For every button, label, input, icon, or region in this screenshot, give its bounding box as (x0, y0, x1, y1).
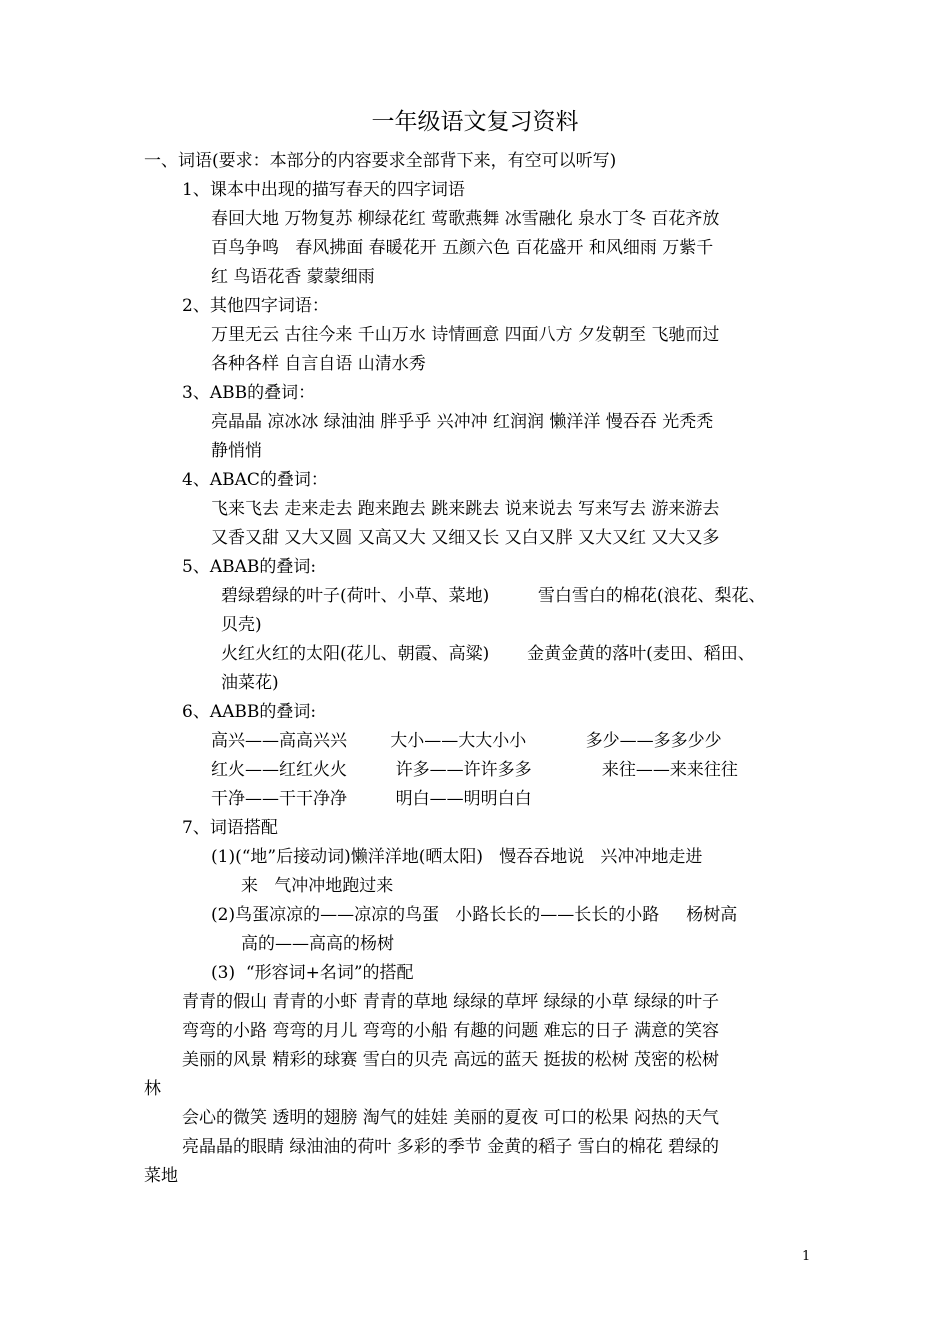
item-2-line: 万里无云 古往今来 千山万水 诗情画意 四面八方 夕发朝至 飞驰而过 (211, 325, 720, 345)
item-5-line: 碧绿碧绿的叶子(荷叶、小草、菜地) 雪白雪白的棉花(浪花、梨花、 (221, 586, 766, 606)
item-5-line: 油菜花) (221, 673, 279, 693)
collocation-line: 亮晶晶的眼睛 绿油油的荷叶 多彩的季节 金黄的稻子 雪白的棉花 碧绿的 (182, 1137, 720, 1157)
item-7-sub-1-line: (1)(“地”后接动词)懒洋洋地(晒太阳) 慢吞吞地说 兴冲冲地走进 (211, 847, 703, 867)
item-6-heading: 6、AABB的叠词: (182, 702, 317, 722)
item-3-heading: 3、ABB的叠词： (182, 383, 316, 403)
item-1-line: 百鸟争鸣 春风拂面 春暖花开 五颜六色 百花盛开 和风细雨 万紫千 (211, 238, 714, 258)
item-3-line: 亮晶晶 凉冰冰 绿油油 胖乎乎 兴冲冲 红润润 懒洋洋 慢吞吞 光秃秃 (211, 412, 714, 432)
item-3-line: 静悄悄 (211, 441, 262, 461)
item-7-sub-2-line: 高的——高高的杨树 (241, 934, 394, 954)
item-5-line: 火红火红的太阳(花儿、朝霞、高粱) 金黄金黄的落叶(麦田、稻田、 (221, 644, 755, 664)
item-7-sub-1-line: 来 气冲冲地跑过来 (241, 876, 394, 896)
page-number: 1 (802, 1249, 811, 1264)
collocation-line: 会心的微笑 透明的翅膀 淘气的娃娃 美丽的夏夜 可口的松果 闷热的天气 (182, 1108, 720, 1128)
collocation-line: 美丽的风景 精彩的球赛 雪白的贝壳 高远的蓝天 挺拔的松树 茂密的松树 (182, 1050, 720, 1070)
item-5-line: 贝壳) (221, 615, 262, 635)
item-6-line: 红火——红红火火 许多——许许多多 来往——来来往往 (211, 760, 738, 780)
item-6-line: 高兴——高高兴兴 大小——大大小小 多少——多多少少 (211, 731, 722, 751)
item-1-line: 红 鸟语花香 蒙蒙细雨 (211, 267, 375, 287)
item-6-line: 干净——干干净净 明白——明明白白 (211, 789, 532, 809)
item-5-heading: 5、ABAB的叠词: (182, 557, 317, 577)
document-title: 一年级语文复习资料 (371, 109, 579, 135)
section-heading-vocabulary: 一、词语(要求：本部分的内容要求全部背下来，有空可以听写) (144, 151, 617, 171)
collocation-line-wrap: 林 (144, 1079, 161, 1099)
item-1-line: 春回大地 万物复苏 柳绿花红 莺歌燕舞 冰雪融化 泉水丁冬 百花齐放 (211, 209, 720, 229)
item-7-heading: 7、词语搭配 (182, 818, 278, 838)
item-1-heading: 1、课本中出现的描写春天的四字词语 (182, 180, 465, 200)
item-7-sub-2-line: (2)鸟蛋凉凉的——凉凉的鸟蛋 小路长长的——长长的小路 杨树高 (211, 905, 738, 925)
item-2-line: 各种各样 自言自语 山清水秀 (211, 354, 426, 374)
item-4-heading: 4、ABAC的叠词： (182, 470, 328, 490)
item-2-heading: 2、其他四字词语： (182, 296, 329, 316)
item-4-line: 飞来飞去 走来走去 跑来跑去 跳来跳去 说来说去 写来写去 游来游去 (211, 499, 720, 519)
collocation-line-wrap: 菜地 (144, 1166, 178, 1186)
collocation-line: 弯弯的小路 弯弯的月儿 弯弯的小船 有趣的问题 难忘的日子 满意的笑容 (182, 1021, 720, 1041)
item-7-sub-3-heading: (3) “形容词+名词”的搭配 (211, 963, 414, 983)
item-4-line: 又香又甜 又大又圆 又高又大 又细又长 又白又胖 又大又红 又大又多 (211, 528, 720, 548)
collocation-line: 青青的假山 青青的小虾 青青的草地 绿绿的草坪 绿绿的小草 绿绿的叶子 (182, 992, 720, 1012)
